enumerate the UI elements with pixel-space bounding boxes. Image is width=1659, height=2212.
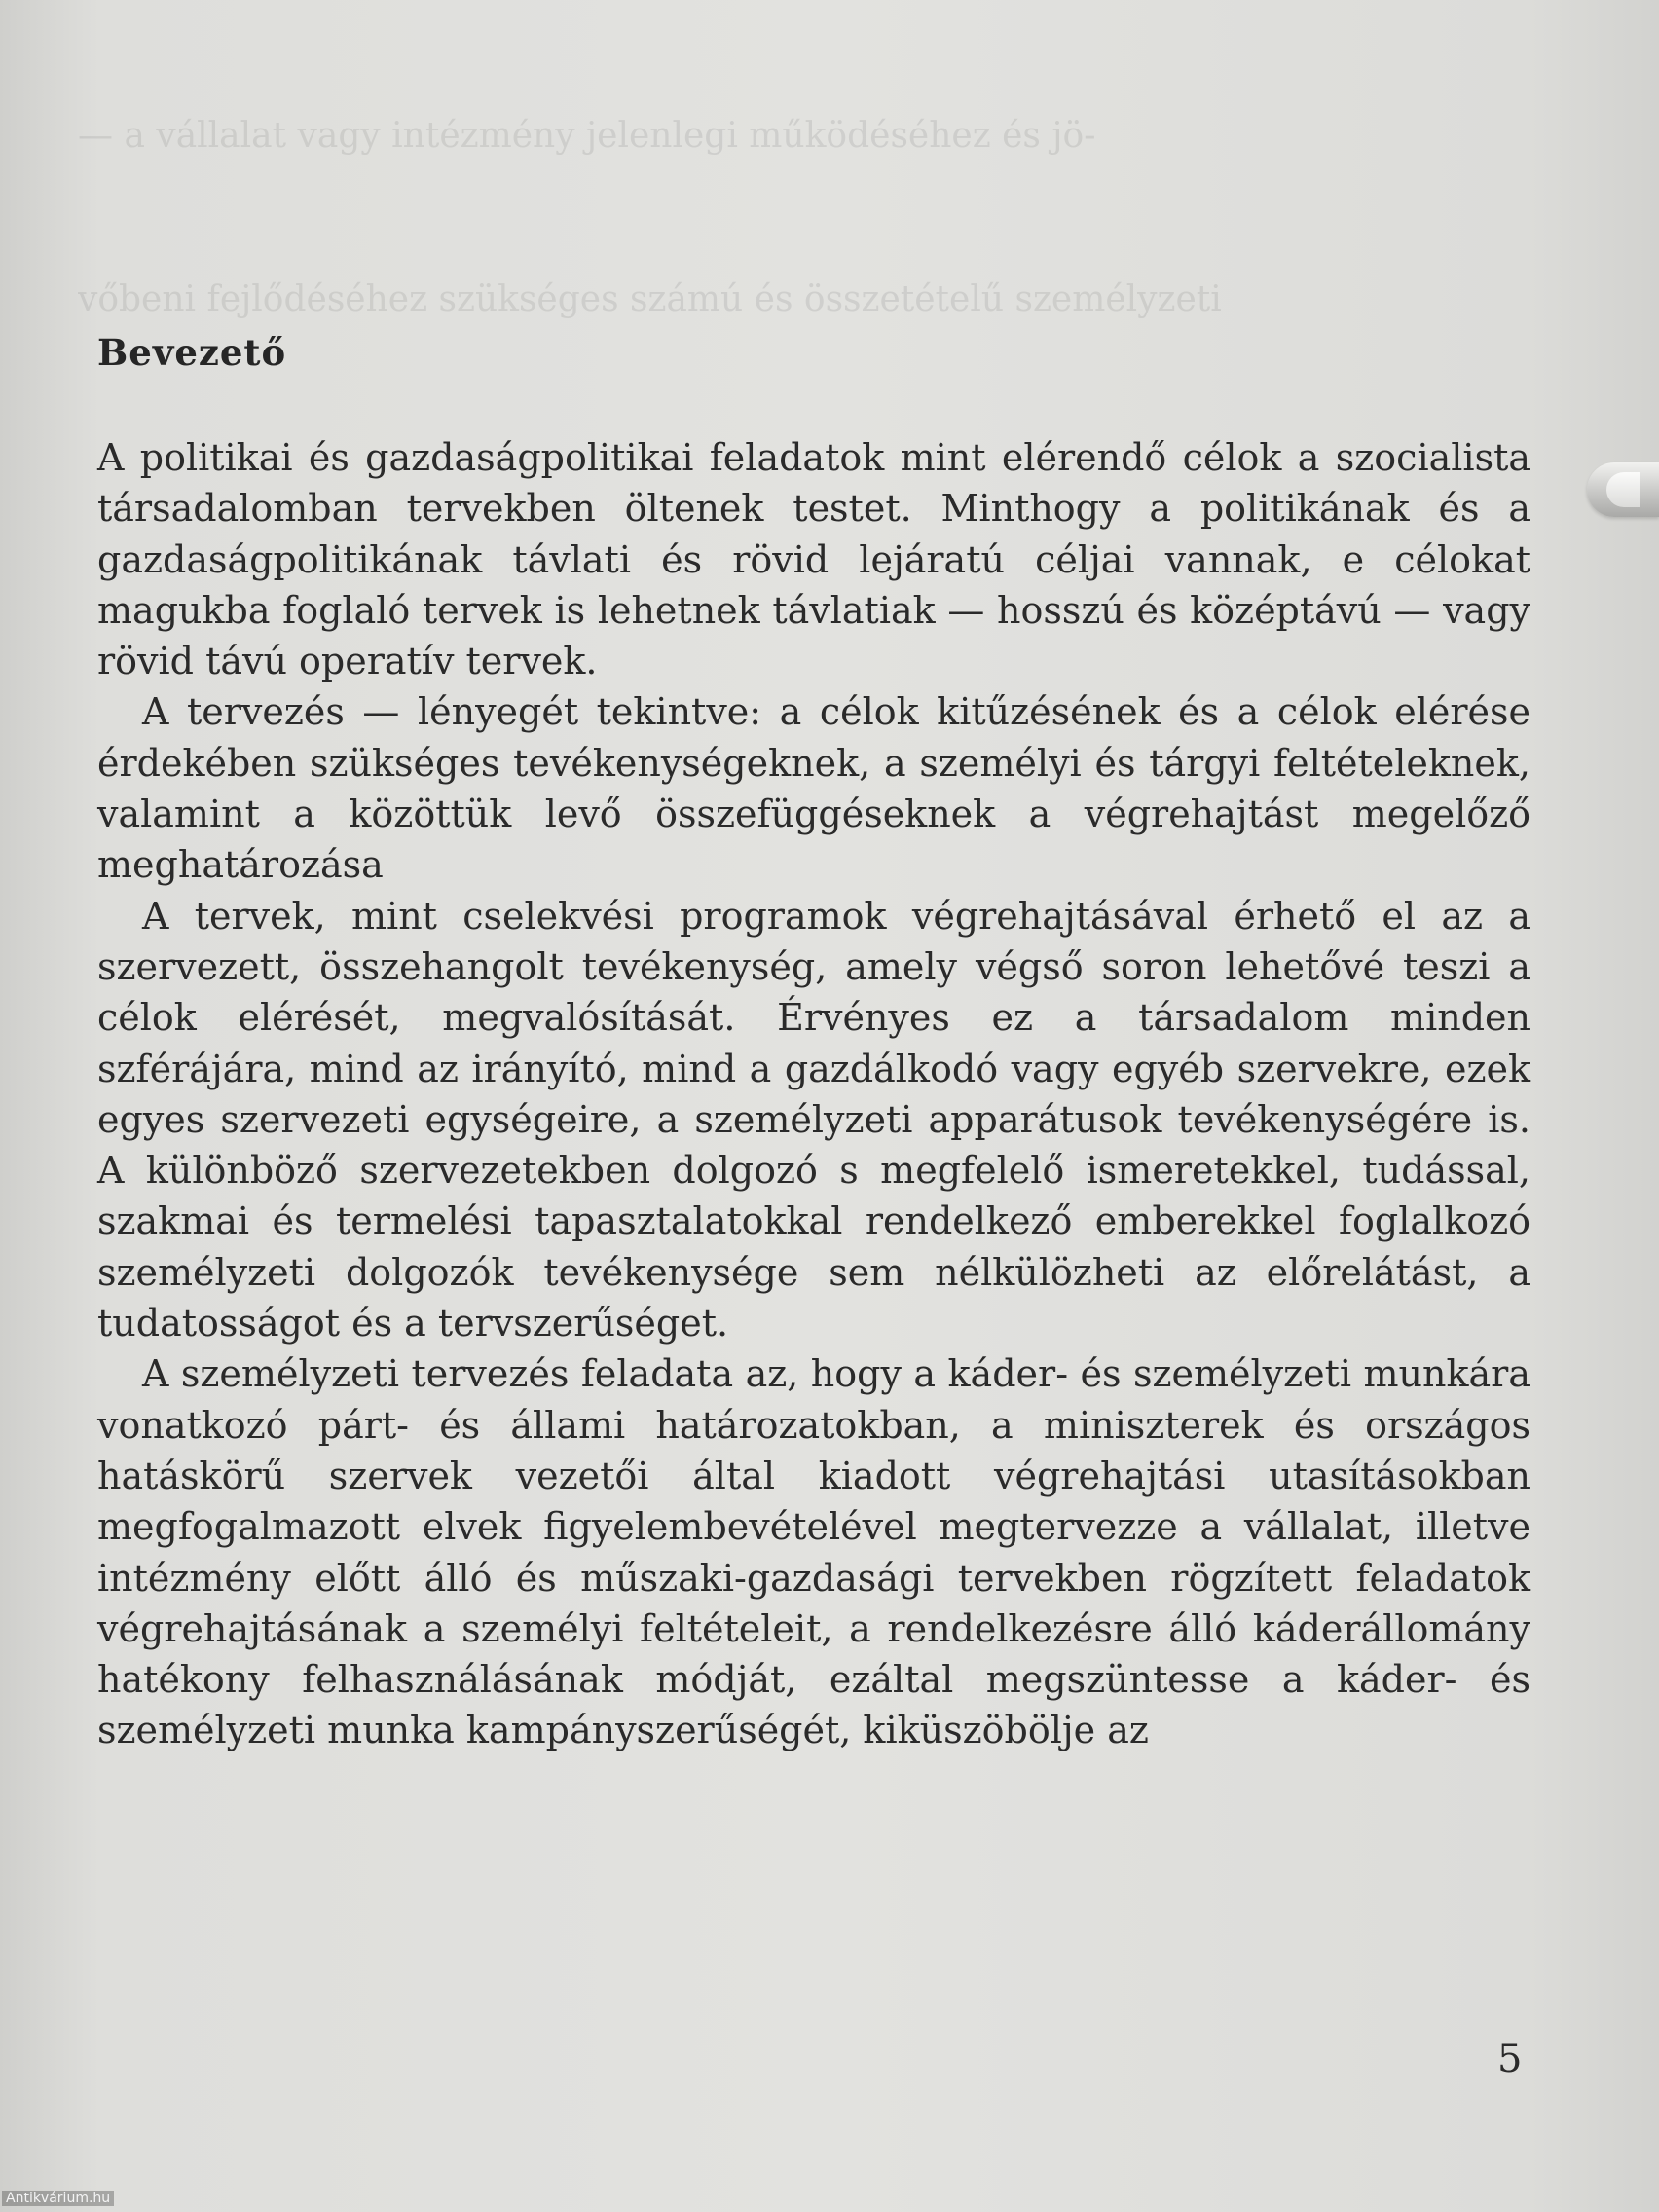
page-body [97, 331, 1530, 1756]
paragraph: A tervek, mint cselekvési programok végrehajtásával érhető el az a szervezett, összehangolt tevékenység, amely végső soron lehetővé teszi a célok elérését, megvalósítását. Érvényes ez a társadalom minden szférájára, mind az irányító, mind a gazdálkodó vagy egyéb szervekre, ezek egyes szervezeti egységeire, a személyzeti apparátusok tevékenységére is. A különböző szervezetekben dolgozó s megfelelő ismeretekkel, tudással, szakmai és termelési tapasztalatokkal rendelkező emberekkel foglalkozó személyzeti dolgozók tevékenysége sem nélkülözheti az előrelátást, a tudatosságot és a tervszerűséget. [97, 894, 1530, 1346]
section-heading: Bevezető [97, 331, 287, 374]
bleed-line: vőbeni fejlődéséhez szükséges számú és összetételű személyzeti [78, 279, 1222, 319]
bleed-line: — a vállalat vagy intézmény jelenlegi működéséhez és jö- [78, 116, 1096, 156]
watermark: Antikvárium.hu [2, 2191, 114, 2206]
paragraph: A személyzeti tervezés feladata az, hogy a káder- és személyzeti munkára vonatkozó párt- és állami határozatokban, a miniszterek és országos hatáskörű szervek vezetői által kiadott végrehajtási utasításokban megfogalmazott elvek figyelembevételével megtervezze a vállalat, illetve intézmény előtt álló és műszaki-gazdasági tervekben rögzített feladatok végrehajtásának a személyi feltételeit, a rendelkezésre álló káderállomány hatékony felhasználásának módját, ezáltal megszüntesse a káder- és személyzeti munka kampányszerűségét, kiküszöbölje az [97, 1352, 1530, 1752]
page-tab-marker [1587, 462, 1659, 517]
paragraph: A tervezés — lényegét tekintve: a célok kitűzésének és a célok elérése érdekében szükséges tevékenységeknek, a személyi és tárgyi feltételeknek, valamint a közöttük levő összefüggéseknek a végrehajtást megelőző meghatározása [97, 690, 1530, 887]
page-number: 5 [1497, 2037, 1523, 2082]
paragraph: A politikai és gazdaságpolitikai feladatok mint elérendő célok a szocialista társadalomban tervekben öltenek testet. Minthogy a politikának és a gazdaságpolitikának távlati és rövid lejáratú céljai vannak, e célokat magukba foglaló tervek is lehetnek távlatiak — hosszú és középtávú — vagy rövid távú operatív tervek. [97, 436, 1530, 683]
